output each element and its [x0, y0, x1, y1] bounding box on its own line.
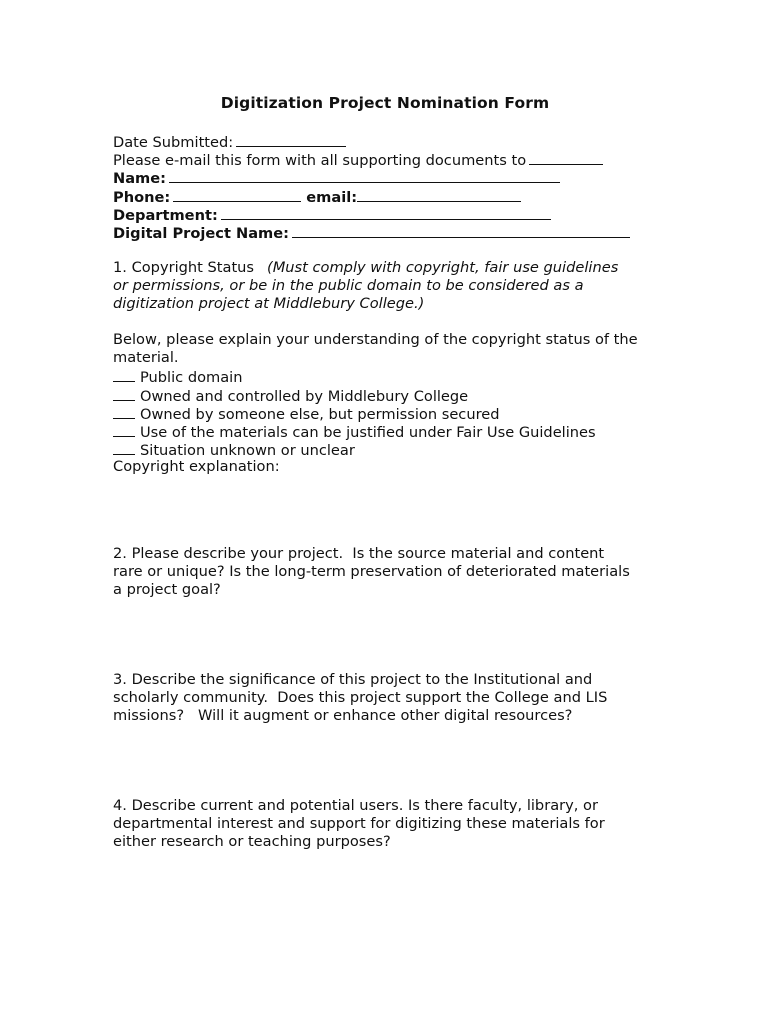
- phone-field[interactable]: [173, 187, 301, 202]
- name-field[interactable]: [169, 168, 560, 183]
- copyright-note-line1: (Must comply with copyright, fair use guidelines: [267, 259, 619, 276]
- department-label: Department:: [113, 206, 218, 224]
- copyright-heading: 1. Copyright Status: [113, 259, 255, 276]
- question2-line3: a project goal?: [113, 581, 221, 599]
- email-label: email:: [306, 188, 358, 206]
- option-label: Use of the materials can be justified under Fair Use Guidelines: [140, 423, 596, 441]
- option-label: Public domain: [140, 369, 243, 387]
- option-label: Owned by someone else, but permission secured: [140, 405, 500, 423]
- project-name-label: Digital Project Name:: [113, 224, 290, 242]
- copyright-note-line2: or permissions, or be in the public domain to be considered as a: [113, 277, 584, 295]
- question4-line2: departmental interest and support for digitizing these materials for: [113, 815, 605, 833]
- copyright-option-public-domain: [113, 367, 673, 385]
- option-label: Owned and controlled by Middlebury College: [140, 387, 469, 405]
- question3-line3: missions? Will it augment or enhance other digital resources?: [113, 707, 573, 725]
- question3-line1: 3. Describe the significance of this project to the Institutional and: [113, 671, 593, 688]
- copyright-options-section: [113, 331, 673, 477]
- option-blank[interactable]: [113, 422, 135, 437]
- option-label: Situation unknown or unclear: [140, 442, 355, 460]
- question3-line2: scholarly community. Does this project support the College and LIS: [113, 689, 608, 707]
- copyright-option-unknown: [113, 440, 673, 458]
- project-significance-section: [113, 671, 673, 726]
- email-instruction-row: [113, 150, 673, 168]
- copyright-option-fair-use: [113, 422, 673, 440]
- project-description-section: [113, 545, 673, 600]
- question4-line3: either research or teaching purposes?: [113, 833, 391, 851]
- copyright-intro-line2: material.: [113, 349, 179, 367]
- option-blank[interactable]: [113, 386, 135, 401]
- department-field[interactable]: [221, 205, 551, 220]
- option-blank[interactable]: [113, 440, 135, 455]
- name-row: [113, 168, 673, 186]
- date-submitted-label: Date Submitted:: [113, 134, 234, 151]
- project-name-row: [113, 223, 673, 241]
- phone-label: Phone:: [113, 188, 171, 206]
- copyright-status-section: [113, 259, 673, 314]
- option-blank[interactable]: [113, 367, 135, 382]
- form-title: Digitization Project Nomination Form: [220, 94, 550, 112]
- copyright-intro-line1: Below, please explain your understanding of the copyright status of the: [113, 331, 638, 348]
- submission-email-field[interactable]: [529, 150, 603, 165]
- question2-line2: rare or unique? Is the long-term preservation of deteriorated materials: [113, 563, 630, 581]
- question4-line1: 4. Describe current and potential users. Is there faculty, library, or: [113, 797, 598, 814]
- copyright-option-permission-secured: [113, 404, 673, 422]
- date-submitted-row: [113, 132, 673, 150]
- copyright-note-line3: digitization project at Middlebury College.): [113, 295, 425, 313]
- phone-email-row: [113, 187, 673, 205]
- date-submitted-field[interactable]: [236, 132, 346, 147]
- department-row: [113, 205, 673, 223]
- project-name-field[interactable]: [292, 223, 630, 238]
- copyright-option-owned-middlebury: [113, 386, 673, 404]
- copyright-explanation-label: Copyright explanation:: [113, 458, 280, 476]
- option-blank[interactable]: [113, 404, 135, 419]
- question2-line1: 2. Please describe your project. Is the source material and content: [113, 545, 605, 562]
- email-instruction-text: Please e-mail this form with all supporting documents to: [113, 152, 527, 170]
- header-fields: [113, 132, 673, 241]
- users-section: [113, 797, 673, 852]
- name-label: Name:: [113, 170, 167, 188]
- copyright-heading-row: [113, 259, 673, 277]
- email-field[interactable]: [357, 187, 521, 202]
